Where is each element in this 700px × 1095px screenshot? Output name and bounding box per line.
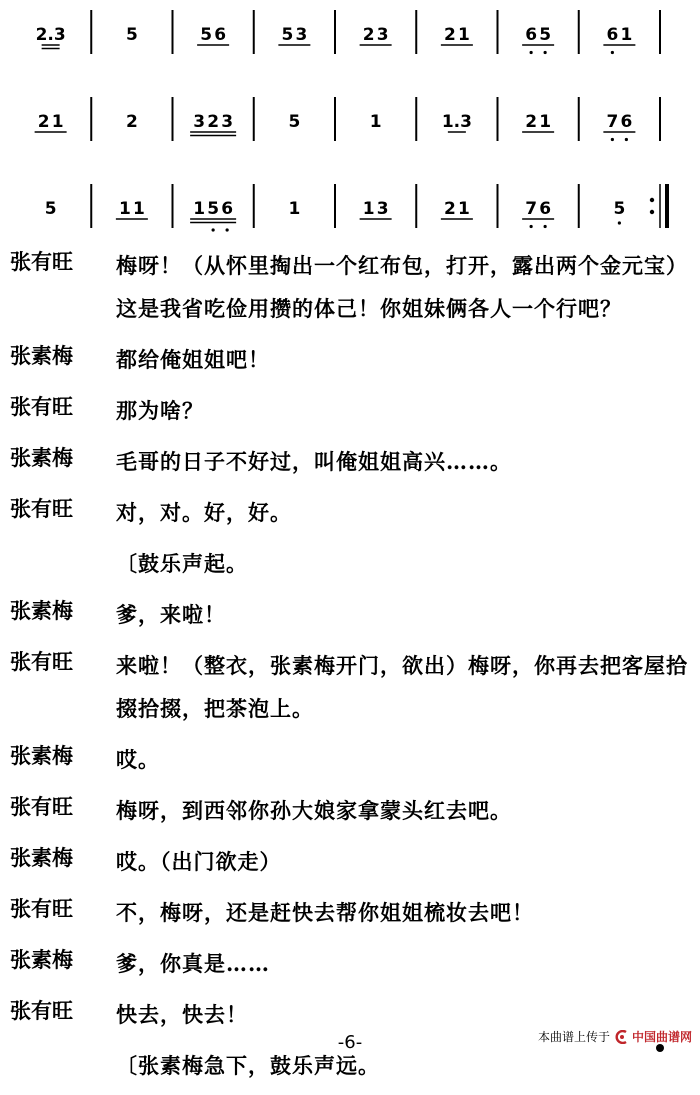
repeat-dot: [650, 198, 654, 202]
dialogue-line: [10, 840, 694, 883]
note: 5: [281, 25, 294, 45]
note: 5: [539, 25, 552, 45]
dialogue-line: [10, 593, 694, 636]
octave-dot-below: [544, 225, 547, 228]
speaker-name: 张素梅: [10, 343, 73, 368]
speech-text: 哎。（出门欲走）: [116, 849, 282, 874]
speech-text: 哎。: [116, 747, 160, 772]
jianpu-score: [0, 0, 700, 240]
octave-dot-below: [530, 51, 533, 54]
note: 1: [118, 199, 131, 219]
octave-dot-below: [530, 225, 533, 228]
octave-dot-below: [544, 51, 547, 54]
note: 5: [288, 112, 301, 132]
dialogue-line: [10, 942, 694, 985]
repeat-dot: [650, 210, 654, 214]
note: 3: [193, 112, 206, 132]
stage-direction: 〔鼓乐声起。: [116, 551, 248, 576]
dialogue-line: [10, 738, 694, 781]
speech-text: 对，对。好，好。: [116, 500, 292, 525]
speaker-name: 张素梅: [10, 947, 73, 972]
note: 2: [443, 25, 456, 45]
note: 6: [539, 199, 552, 219]
note: 1: [132, 199, 145, 219]
page-dot: [656, 1044, 664, 1052]
speaker-name: 张有旺: [10, 649, 73, 674]
dialogue-line: [10, 789, 694, 832]
footer-upload-text: 本曲谱上传于: [537, 1030, 610, 1044]
note: 6: [525, 25, 538, 45]
note: 3: [295, 25, 308, 45]
speaker-name: 张有旺: [10, 496, 73, 521]
speaker-name: 张素梅: [10, 445, 73, 470]
note: 1: [193, 199, 206, 219]
note: 1: [288, 199, 301, 219]
dialogue-line: [10, 338, 694, 381]
dialogue-line: [10, 244, 694, 330]
speaker-name: 张素梅: [10, 743, 73, 768]
dialogue-line: [10, 440, 694, 483]
note: 1: [457, 25, 470, 45]
note: 2: [362, 25, 375, 45]
octave-dot-below: [618, 221, 621, 224]
note: 1: [620, 25, 633, 45]
note: 5: [125, 25, 138, 45]
octave-dot-below: [625, 138, 628, 141]
note: 5: [613, 199, 626, 219]
speaker-name: 张素梅: [10, 845, 73, 870]
note: 5: [44, 199, 57, 219]
note: 1: [369, 112, 382, 132]
note: 6: [214, 25, 227, 45]
note: 2: [37, 112, 50, 132]
note: 2.3: [35, 25, 66, 45]
dialogue-line: [10, 491, 694, 534]
speech-text: 那为啥？: [116, 398, 204, 423]
note: 1: [362, 199, 375, 219]
note: 1.3: [441, 112, 472, 132]
note: 5: [207, 199, 220, 219]
note: 5: [200, 25, 213, 45]
octave-dot-below: [226, 228, 229, 231]
footer-watermark: [538, 1028, 692, 1045]
speech-text: 毛哥的日子不好过，叫俺姐姐高兴……。: [116, 449, 512, 474]
speaker-name: 张有旺: [10, 794, 73, 819]
dialogue-section: [10, 244, 694, 1095]
speaker-name: 张素梅: [10, 598, 73, 623]
octave-dot-below: [212, 228, 215, 231]
note: 2: [125, 112, 138, 132]
speaker-name: 张有旺: [10, 249, 73, 274]
speaker-name: 张有旺: [10, 394, 73, 419]
speech-text: 梅呀，到西邻你孙大娘家拿蒙头红去吧。: [116, 798, 512, 823]
speech-text: 不，梅呀，还是赶快去帮你姐姐梳妆去吧！: [116, 900, 534, 925]
speaker-name: 张有旺: [10, 896, 73, 921]
note: 7: [606, 112, 619, 132]
note: 1: [457, 199, 470, 219]
note: 1: [51, 112, 64, 132]
logo-icon: [614, 1030, 630, 1044]
speech-text: 快去，快去！: [116, 1002, 248, 1027]
note: 3: [376, 199, 389, 219]
speaker-name: 张有旺: [10, 998, 73, 1023]
site-name: 中国曲谱网: [631, 1030, 692, 1044]
note: 2: [443, 199, 456, 219]
dialogue-line: [10, 891, 694, 934]
note: 3: [221, 112, 234, 132]
stage-direction: 〔张素梅急下，鼓乐声远。: [116, 1053, 380, 1078]
note: 1: [539, 112, 552, 132]
site-logo[interactable]: [614, 1028, 692, 1045]
speech-text: 来啦！（整衣，张素梅开门，欲出）梅呀，你再去把客屋拾掇拾掇，把茶泡上。: [116, 653, 688, 721]
note: 7: [525, 199, 538, 219]
speech-text: 爹，来啦！: [116, 602, 226, 627]
octave-dot-below: [611, 51, 614, 54]
speech-text: 爹，你真是……: [116, 951, 270, 976]
note: 6: [620, 112, 633, 132]
note: 3: [376, 25, 389, 45]
page-number: -6-: [337, 1032, 363, 1053]
note: 6: [221, 199, 234, 219]
speech-text: 梅呀！（从怀里掏出一个红布包，打开，露出两个金元宝）这是我省吃俭用攒的体己！你姐妹俩各人一个行吧？: [116, 253, 688, 321]
octave-dot-below: [611, 138, 614, 141]
speech-text: 都给俺姐姐吧！: [116, 347, 270, 372]
note: 6: [606, 25, 619, 45]
note: 2: [207, 112, 220, 132]
dialogue-line: [10, 389, 694, 432]
note: 2: [525, 112, 538, 132]
dialogue-line: [10, 644, 694, 730]
dialogue-line: [10, 542, 694, 585]
